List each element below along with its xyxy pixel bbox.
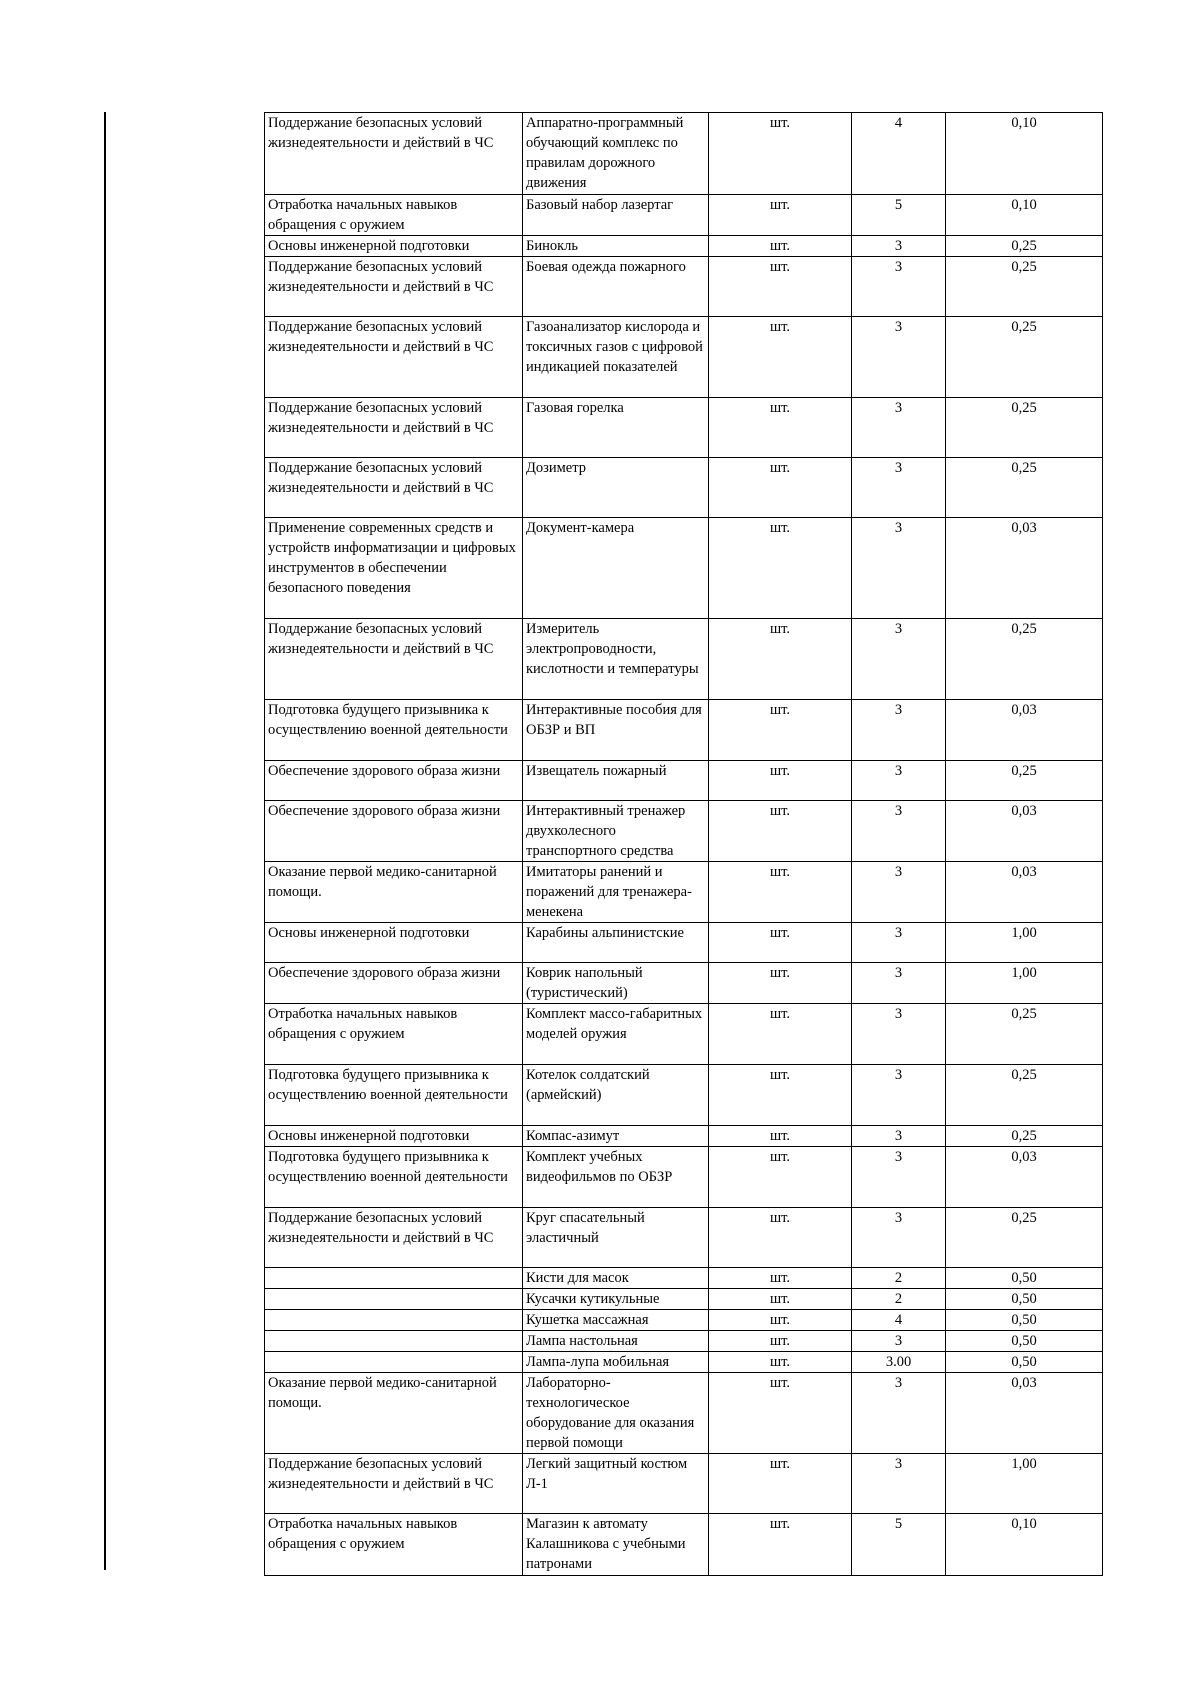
coefficient-cell: 0,25 xyxy=(946,1208,1103,1268)
item-name-cell: Комплект массо-габаритных моделей оружия xyxy=(523,1004,709,1065)
quantity-cell: 5 xyxy=(852,1514,946,1576)
coefficient-cell: 0,25 xyxy=(946,398,1103,458)
section-cell: Отработка начальных навыков обращения с оружием xyxy=(265,1514,523,1576)
coefficient-cell: 0,10 xyxy=(946,113,1103,195)
item-name-cell: Извещатель пожарный xyxy=(523,761,709,801)
section-cell: Обеспечение здорового образа жизни xyxy=(265,801,523,862)
item-name-cell: Магазин к автомату Калашникова с учебными патронами xyxy=(523,1514,709,1576)
unit-cell: шт. xyxy=(709,1065,852,1126)
unit-cell: шт. xyxy=(709,458,852,518)
item-name-cell: Дозиметр xyxy=(523,458,709,518)
table-row xyxy=(265,518,1103,619)
quantity-cell: 3 xyxy=(852,1208,946,1268)
quantity-cell: 3 xyxy=(852,1373,946,1454)
table-row xyxy=(265,923,1103,963)
coefficient-cell: 0,50 xyxy=(946,1331,1103,1352)
equipment-table xyxy=(264,112,1103,1576)
table-row xyxy=(265,1454,1103,1514)
coefficient-cell: 0,25 xyxy=(946,761,1103,801)
table-row xyxy=(265,398,1103,458)
item-name-cell: Кисти для масок xyxy=(523,1268,709,1289)
coefficient-cell: 1,00 xyxy=(946,963,1103,1004)
coefficient-cell: 0,25 xyxy=(946,317,1103,398)
section-cell: Применение современных средств и устройств информатизации и цифровых инструментов в обеспечении безопасного поведения xyxy=(265,518,523,619)
section-cell: Поддержание безопасных условий жизнедеятельности и действий в ЧС xyxy=(265,113,523,195)
table-row xyxy=(265,963,1103,1004)
section-cell: Подготовка будущего призывника к осуществлению военной деятельности xyxy=(265,700,523,761)
unit-cell: шт. xyxy=(709,1004,852,1065)
unit-cell: шт. xyxy=(709,619,852,700)
table-row xyxy=(265,236,1103,257)
quantity-cell: 3 xyxy=(852,1454,946,1514)
quantity-cell: 4 xyxy=(852,1310,946,1331)
section-cell: Обеспечение здорового образа жизни xyxy=(265,963,523,1004)
unit-cell: шт. xyxy=(709,236,852,257)
item-name-cell: Имитаторы ранений и поражений для тренажера-менекена xyxy=(523,862,709,923)
item-name-cell: Аппаратно-программный обучающий комплекс по правилам дорожного движения xyxy=(523,113,709,195)
quantity-cell: 3 xyxy=(852,236,946,257)
unit-cell: шт. xyxy=(709,1208,852,1268)
unit-cell: шт. xyxy=(709,923,852,963)
coefficient-cell: 0,03 xyxy=(946,1147,1103,1208)
item-name-cell: Газовая горелка xyxy=(523,398,709,458)
unit-cell: шт. xyxy=(709,1331,852,1352)
table-row xyxy=(265,1065,1103,1126)
unit-cell: шт. xyxy=(709,113,852,195)
coefficient-cell: 0,03 xyxy=(946,862,1103,923)
table-row xyxy=(265,619,1103,700)
quantity-cell: 2 xyxy=(852,1289,946,1310)
quantity-cell: 3 xyxy=(852,700,946,761)
quantity-cell: 3 xyxy=(852,518,946,619)
section-cell: Поддержание безопасных условий жизнедеятельности и действий в ЧС xyxy=(265,458,523,518)
coefficient-cell: 1,00 xyxy=(946,923,1103,963)
item-name-cell: Лампа настольная xyxy=(523,1331,709,1352)
quantity-cell: 3 xyxy=(852,923,946,963)
table-row xyxy=(265,317,1103,398)
unit-cell: шт. xyxy=(709,963,852,1004)
section-cell: Отработка начальных навыков обращения с оружием xyxy=(265,1004,523,1065)
quantity-cell: 3 xyxy=(852,963,946,1004)
item-name-cell: Бинокль xyxy=(523,236,709,257)
coefficient-cell: 0,25 xyxy=(946,1126,1103,1147)
section-cell: Основы инженерной подготовки xyxy=(265,1126,523,1147)
table-row xyxy=(265,700,1103,761)
section-cell: Поддержание безопасных условий жизнедеятельности и действий в ЧС xyxy=(265,619,523,700)
section-cell: Поддержание безопасных условий жизнедеятельности и действий в ЧС xyxy=(265,317,523,398)
section-cell xyxy=(265,1289,523,1310)
quantity-cell: 3 xyxy=(852,458,946,518)
quantity-cell: 3 xyxy=(852,317,946,398)
section-cell: Поддержание безопасных условий жизнедеятельности и действий в ЧС xyxy=(265,1454,523,1514)
section-cell: Поддержание безопасных условий жизнедеятельности и действий в ЧС xyxy=(265,257,523,317)
coefficient-cell: 0,25 xyxy=(946,257,1103,317)
section-cell: Оказание первой медико-санитарной помощи. xyxy=(265,862,523,923)
unit-cell: шт. xyxy=(709,317,852,398)
table-row xyxy=(265,1289,1103,1310)
item-name-cell: Кусачки кутикульные xyxy=(523,1289,709,1310)
item-name-cell: Лабораторно-технологическое оборудование для оказания первой помощи xyxy=(523,1373,709,1454)
item-name-cell: Кушетка массажная xyxy=(523,1310,709,1331)
coefficient-cell: 0,10 xyxy=(946,195,1103,236)
table-row xyxy=(265,1268,1103,1289)
item-name-cell: Лампа-лупа мобильная xyxy=(523,1352,709,1373)
section-cell xyxy=(265,1331,523,1352)
quantity-cell: 3 xyxy=(852,801,946,862)
unit-cell: шт. xyxy=(709,518,852,619)
section-cell: Поддержание безопасных условий жизнедеятельности и действий в ЧС xyxy=(265,398,523,458)
item-name-cell: Компас-азимут xyxy=(523,1126,709,1147)
unit-cell: шт. xyxy=(709,1454,852,1514)
table-row xyxy=(265,1352,1103,1373)
quantity-cell: 3.00 xyxy=(852,1352,946,1373)
quantity-cell: 3 xyxy=(852,398,946,458)
table-row xyxy=(265,1147,1103,1208)
table-row xyxy=(265,1373,1103,1454)
coefficient-cell: 0,10 xyxy=(946,1514,1103,1576)
table-row xyxy=(265,1514,1103,1576)
item-name-cell: Карабины альпинистские xyxy=(523,923,709,963)
table-row xyxy=(265,1310,1103,1331)
coefficient-cell: 0,03 xyxy=(946,801,1103,862)
section-cell: Подготовка будущего призывника к осуществлению военной деятельности xyxy=(265,1065,523,1126)
table-row xyxy=(265,862,1103,923)
coefficient-cell: 0,50 xyxy=(946,1268,1103,1289)
item-name-cell: Измеритель электропроводности, кислотности и температуры xyxy=(523,619,709,700)
table-row xyxy=(265,113,1103,195)
item-name-cell: Круг спасательный эластичный xyxy=(523,1208,709,1268)
quantity-cell: 3 xyxy=(852,1065,946,1126)
unit-cell: шт. xyxy=(709,257,852,317)
quantity-cell: 3 xyxy=(852,257,946,317)
quantity-cell: 3 xyxy=(852,761,946,801)
coefficient-cell: 0,25 xyxy=(946,1004,1103,1065)
table-row xyxy=(265,801,1103,862)
section-cell xyxy=(265,1268,523,1289)
item-name-cell: Боевая одежда пожарного xyxy=(523,257,709,317)
unit-cell: шт. xyxy=(709,398,852,458)
quantity-cell: 3 xyxy=(852,1331,946,1352)
coefficient-cell: 0,50 xyxy=(946,1310,1103,1331)
table-row xyxy=(265,1126,1103,1147)
item-name-cell: Интерактивные пособия для ОБЗР и ВП xyxy=(523,700,709,761)
item-name-cell: Газоанализатор кислорода и токсичных газов с цифровой индикацией показателей xyxy=(523,317,709,398)
quantity-cell: 5 xyxy=(852,195,946,236)
item-name-cell: Коврик напольный (туристический) xyxy=(523,963,709,1004)
table-row xyxy=(265,458,1103,518)
unit-cell: шт. xyxy=(709,1373,852,1454)
coefficient-cell: 0,25 xyxy=(946,619,1103,700)
table-row xyxy=(265,1331,1103,1352)
section-cell: Обеспечение здорового образа жизни xyxy=(265,761,523,801)
quantity-cell: 2 xyxy=(852,1268,946,1289)
unit-cell: шт. xyxy=(709,862,852,923)
quantity-cell: 3 xyxy=(852,862,946,923)
quantity-cell: 3 xyxy=(852,1004,946,1065)
unit-cell: шт. xyxy=(709,1126,852,1147)
quantity-cell: 3 xyxy=(852,1126,946,1147)
item-name-cell: Базовый набор лазертаг xyxy=(523,195,709,236)
coefficient-cell: 1,00 xyxy=(946,1454,1103,1514)
section-cell: Подготовка будущего призывника к осуществлению военной деятельности xyxy=(265,1147,523,1208)
unit-cell: шт. xyxy=(709,700,852,761)
table-row xyxy=(265,1004,1103,1065)
item-name-cell: Легкий защитный костюм Л-1 xyxy=(523,1454,709,1514)
table-row xyxy=(265,195,1103,236)
table-row xyxy=(265,1208,1103,1268)
coefficient-cell: 0,03 xyxy=(946,518,1103,619)
quantity-cell: 3 xyxy=(852,619,946,700)
unit-cell: шт. xyxy=(709,1514,852,1576)
section-cell xyxy=(265,1352,523,1373)
section-cell: Основы инженерной подготовки xyxy=(265,236,523,257)
item-name-cell: Котелок солдатский (армейский) xyxy=(523,1065,709,1126)
table-row xyxy=(265,257,1103,317)
unit-cell: шт. xyxy=(709,1147,852,1208)
unit-cell: шт. xyxy=(709,1310,852,1331)
left-margin-line xyxy=(104,112,106,1570)
coefficient-cell: 0,50 xyxy=(946,1352,1103,1373)
item-name-cell: Комплект учебных видеофильмов по ОБЗР xyxy=(523,1147,709,1208)
unit-cell: шт. xyxy=(709,195,852,236)
coefficient-cell: 0,50 xyxy=(946,1289,1103,1310)
section-cell xyxy=(265,1310,523,1331)
quantity-cell: 4 xyxy=(852,113,946,195)
section-cell: Основы инженерной подготовки xyxy=(265,923,523,963)
unit-cell: шт. xyxy=(709,761,852,801)
section-cell: Поддержание безопасных условий жизнедеятельности и действий в ЧС xyxy=(265,1208,523,1268)
coefficient-cell: 0,03 xyxy=(946,700,1103,761)
unit-cell: шт. xyxy=(709,1352,852,1373)
coefficient-cell: 0,25 xyxy=(946,1065,1103,1126)
coefficient-cell: 0,03 xyxy=(946,1373,1103,1454)
unit-cell: шт. xyxy=(709,1268,852,1289)
coefficient-cell: 0,25 xyxy=(946,458,1103,518)
coefficient-cell: 0,25 xyxy=(946,236,1103,257)
item-name-cell: Интерактивный тренажер двухколесного транспортного средства xyxy=(523,801,709,862)
quantity-cell: 3 xyxy=(852,1147,946,1208)
section-cell: Оказание первой медико-санитарной помощи. xyxy=(265,1373,523,1454)
section-cell: Отработка начальных навыков обращения с оружием xyxy=(265,195,523,236)
unit-cell: шт. xyxy=(709,1289,852,1310)
item-name-cell: Документ-камера xyxy=(523,518,709,619)
unit-cell: шт. xyxy=(709,801,852,862)
table-row xyxy=(265,761,1103,801)
